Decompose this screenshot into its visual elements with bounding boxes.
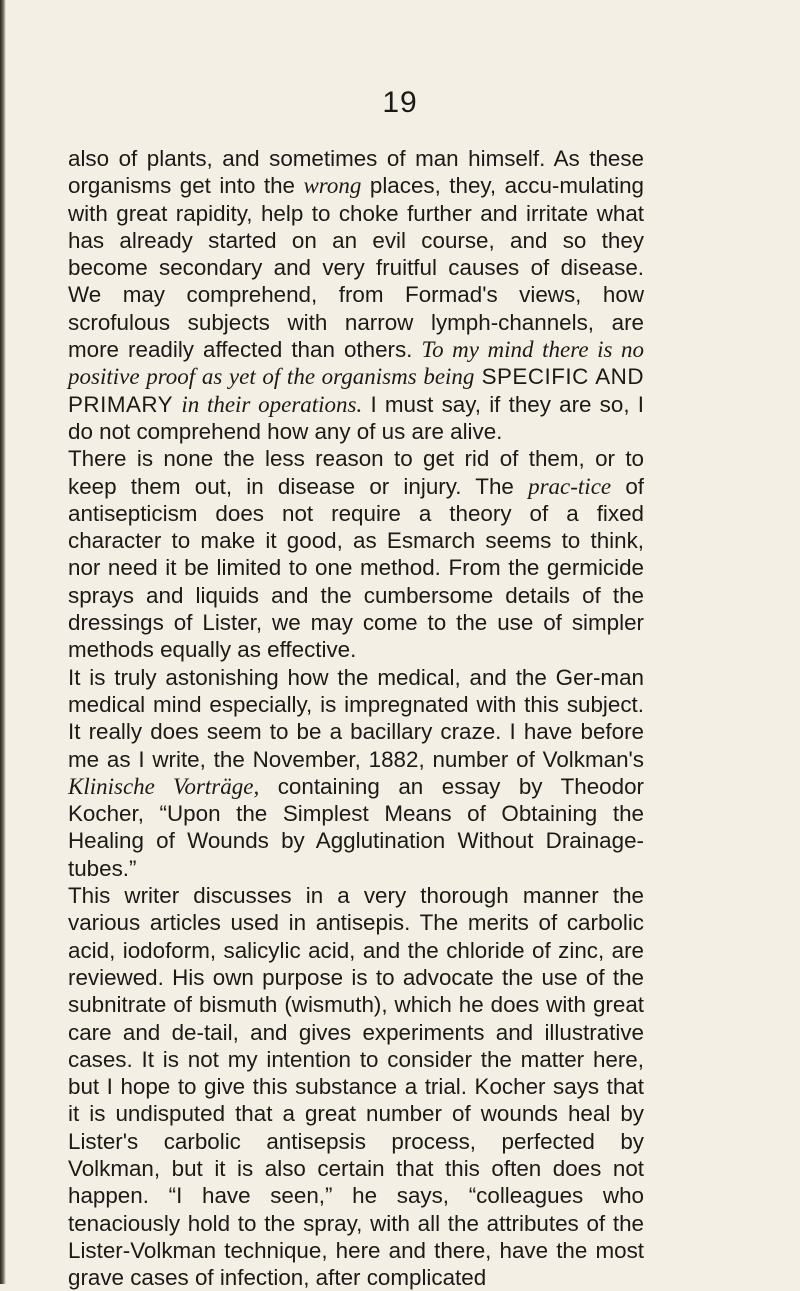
p1-emphasis-wrong: wrong (303, 173, 362, 199)
paragraph-4 (68, 882, 644, 1291)
p2-text-b: of antisepticism does not require a theory of a fixed character to make it good, as Esmarch seems to think, nor need it be limited to one method. From the germicide sprays and liquids and the cumbersome details of the dressings of Lister, we may come to the use of simpler methods equally as effective. (68, 473, 644, 663)
p4-text-a: This writer discusses in a very thorough manner the various articles used in antisepis. The merits of carbolic acid, iodoform, salicylic acid, and the chloride of zinc, are reviewed. His own purpose is to advocate the use of the subnitrate of bismuth (wismuth), which he does with great care and de-tail, and gives experiments and illustrative cases. It is not my intention to consider the matter here, but I hope to give this substance a trial. Kocher says that it is undisputed that a great number of wounds heal by Lister's carbolic antisepsis process, perfected by Volkman, but it is also certain that this often does not happen. “I have seen,” he says, “colleagues who tenaciously hold to the spray, with all the attributes of the Lister-Volkman technique, here and there, have the most grave cases of infection, after complicated (68, 883, 644, 1291)
p1-text-b: places, they, accu-mulating with great rapidity, help to choke further and irritate what has already started on an evil course, and so they become secondary and very fruitful causes of disease. We may comprehend, from Formad's views, how scrofulous subjects with narrow lymph-channels, are more readily affected than others. (68, 173, 644, 363)
p1-italic-phrase: To my mind there is no positive proof as yet of the organisms being (68, 337, 644, 390)
p3-journal-title: Klinische Vorträge, (68, 773, 260, 799)
p1-italic-phrase-2: in their operations. (181, 391, 363, 417)
p2-emphasis-practice: prac-tice (528, 473, 612, 499)
body-text (68, 145, 644, 1291)
p1-text-a: also of plants, and sometimes of man himself. As these organisms get into the (68, 146, 644, 199)
p3-text-a: It is truly astonishing how the medical, and the Ger-man medical mind especially, is impregnated with this subject. It really does seem to be a bacillary craze. I have before me as I write, the November, 1882, number of Volkman's (68, 664, 644, 772)
paragraph-3 (68, 664, 644, 882)
paragraph-2 (68, 445, 644, 663)
p1-small-caps: SPECIFIC AND PRIMARY (68, 364, 644, 417)
p3-text-b: containing an essay by Theodor Kocher, “Upon the Simplest Means of Obtaining the Healing of Wounds by Agglutination Without Drainage-tubes.” (68, 773, 644, 881)
p2-text-a: There is none the less reason to get rid of them, or to keep them out, in disease or injury. The (68, 446, 644, 499)
p1-text-c: I must say, if they are so, I do not comprehend how any of us are alive. (68, 391, 644, 444)
page-number: 19 (382, 86, 418, 119)
paragraph-1 (68, 145, 644, 445)
page-binding-edge (0, 0, 6, 1284)
